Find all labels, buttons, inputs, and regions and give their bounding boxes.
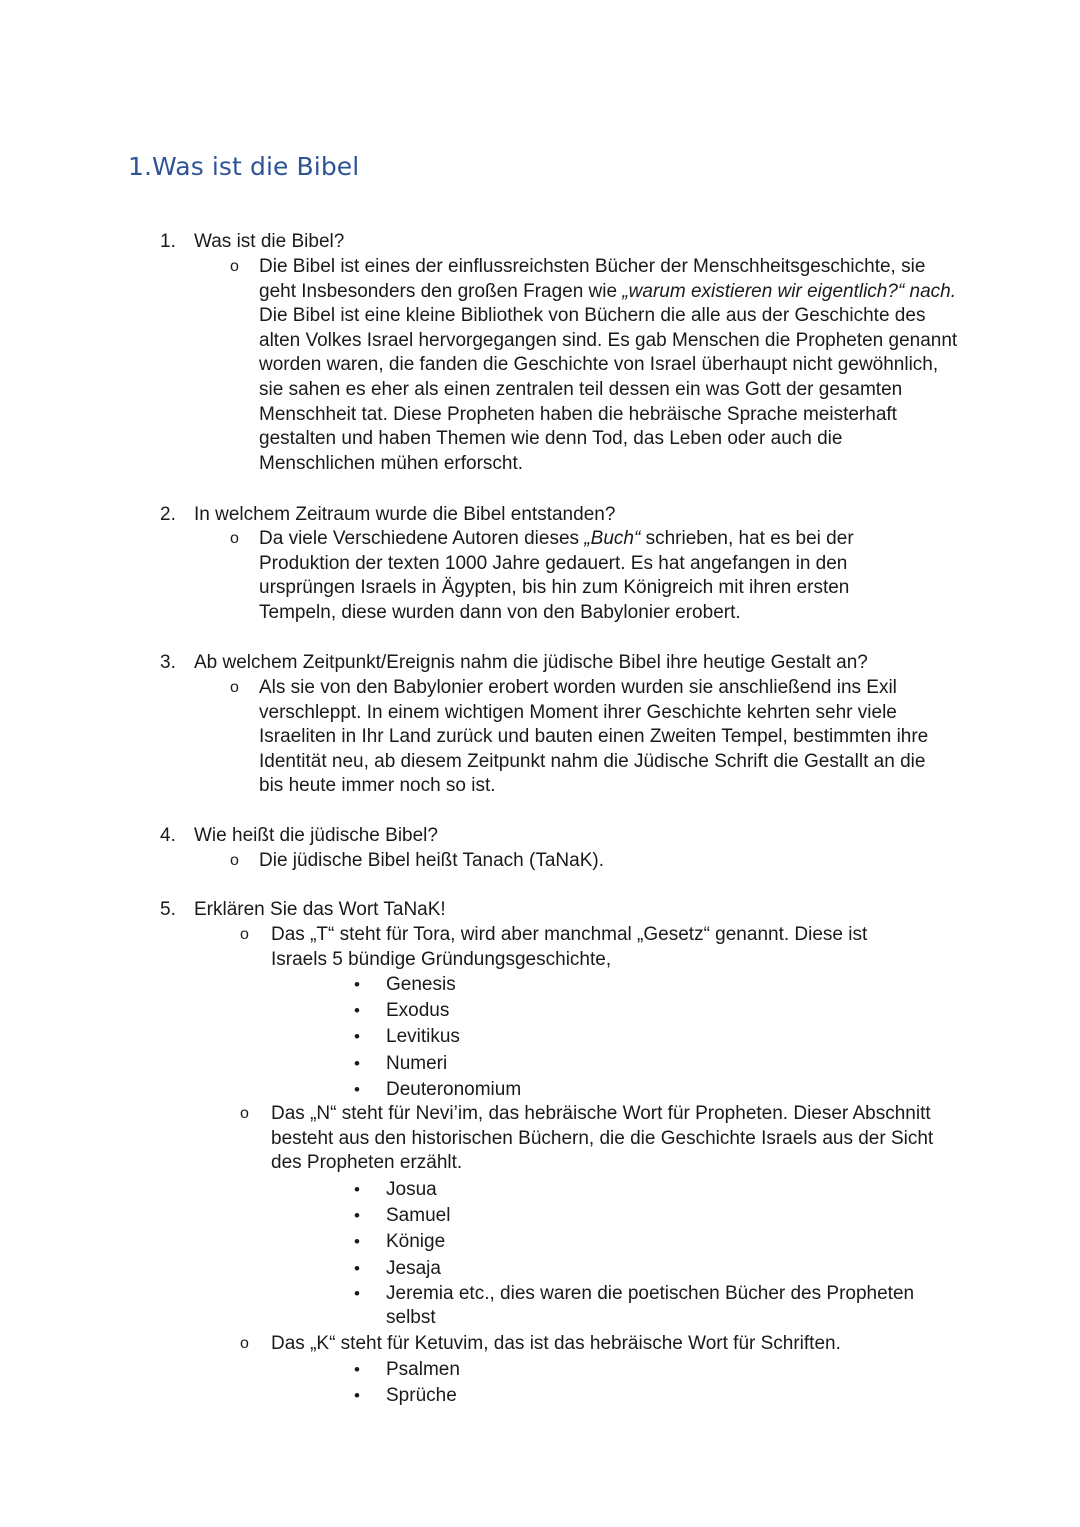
answer-text-italic: „Buch“ xyxy=(584,528,641,549)
answer-text xyxy=(259,527,899,625)
list-item-text: Josua xyxy=(386,1179,437,1200)
list-item xyxy=(350,1177,966,1203)
ketuvim-books-list xyxy=(350,1357,460,1409)
question-text: Erklären Sie das Wort TaNaK! xyxy=(194,899,446,920)
question-number: 1. xyxy=(160,231,176,252)
answer-text-part: Das „K“ steht für Ketuvim, das ist das hebräische Wort für Schriften. xyxy=(271,1333,841,1354)
list-item-text: Deuteronomium xyxy=(386,1078,522,1100)
list-item-text: Exodus xyxy=(386,1000,450,1022)
question-number: 2. xyxy=(160,504,176,525)
question-number: 5. xyxy=(160,899,176,920)
circle-bullet-icon: o xyxy=(230,852,239,869)
question-3 xyxy=(160,650,868,675)
neviim-books-list xyxy=(350,1177,966,1330)
bullet-dot-icon: • xyxy=(354,1386,360,1406)
list-item xyxy=(350,1256,966,1282)
bullet-dot-icon: • xyxy=(354,1232,360,1252)
bullet-dot-icon: • xyxy=(354,1079,360,1099)
question-text: Wie heißt die jüdische Bibel? xyxy=(194,825,438,846)
circle-bullet-icon: o xyxy=(240,1335,249,1352)
answer-text xyxy=(259,255,959,476)
list-item-text: Numeri xyxy=(386,1052,448,1074)
answer-text-part: Das „N“ steht für Nevi’im, das hebräische Wort für Propheten. Dieser Abschnitt besteht aus den historischen Büchern, die die Geschichte Israels aus der Sicht des Propheten erzählt. xyxy=(271,1103,934,1174)
question-text: In welchem Zeitraum wurde die Bibel entstanden? xyxy=(194,504,616,525)
question-number: 4. xyxy=(160,825,176,846)
answer-text xyxy=(271,1102,943,1176)
bullet-dot-icon: • xyxy=(354,1053,360,1073)
answer-text-part: Da viele Verschiedene Autoren dieses xyxy=(259,528,585,549)
bullet-dot-icon: • xyxy=(354,1027,360,1047)
circle-bullet-icon: o xyxy=(230,258,239,275)
bullet-dot-icon: • xyxy=(354,1001,360,1021)
answer-text-part: Die jüdische Bibel heißt Tanach (TaNaK). xyxy=(259,850,604,871)
circle-bullet-icon: o xyxy=(240,926,249,943)
circle-bullet-icon: o xyxy=(230,530,239,547)
page-heading: 1.Was ist die Bibel xyxy=(128,152,360,181)
question-5 xyxy=(160,897,446,922)
question-1 xyxy=(160,229,344,254)
list-item xyxy=(350,1077,521,1103)
list-item xyxy=(350,1203,966,1229)
list-item-text: Psalmen xyxy=(386,1359,460,1380)
list-item xyxy=(350,1282,966,1330)
list-item-text: Jesaja xyxy=(386,1257,441,1279)
bullet-dot-icon: • xyxy=(354,1360,360,1379)
answer-text-part: Das „T“ steht für Tora, wird aber manchmal „Gesetz“ genannt. Diese ist Israels 5 bündige Gründungsgeschichte, xyxy=(271,924,868,970)
question-text: Ab welchem Zeitpunkt/Ereignis nahm die jüdische Bibel ihre heutige Gestalt an? xyxy=(194,652,868,673)
answer-text-part: Als sie von den Babylonier erobert worden wurden sie anschließend ins Exil verschleppt. In einem wichtigen Moment ihrer Geschichte kehrten sehr viele Israeliten in Ihr Land zurück und bauten einen Zweiten Tempel, bestimmten ihre Identität neu, ab diesem Zeitpunkt nahm die Jüdische Schrift die Gestallt an die bis heute immer noch so ist. xyxy=(259,677,929,797)
list-item xyxy=(350,1051,521,1077)
question-text: Was ist die Bibel? xyxy=(194,231,345,252)
answer-text-part: Die Bibel ist eines der einflussreichsten Bücher der Menschheitsgeschichte, sie geht Insbesonders den großen Fragen wie xyxy=(259,256,926,302)
list-item-text: Genesis xyxy=(386,974,456,995)
tora-books-list xyxy=(350,972,521,1103)
list-item xyxy=(350,1357,460,1383)
list-item xyxy=(350,998,521,1024)
list-item xyxy=(350,1024,521,1050)
list-item xyxy=(350,1383,460,1409)
list-item-text: Samuel xyxy=(386,1205,451,1227)
bullet-dot-icon: • xyxy=(354,1206,360,1226)
question-number: 3. xyxy=(160,652,176,673)
answer-text xyxy=(271,923,921,972)
list-item xyxy=(350,972,521,998)
answer-text xyxy=(259,849,949,874)
answer-text-part: schrieben, hat es bei der Produktion der texten 1000 Jahre gedauert. Es hat angefangen in den ursprüngen Israels in Ägypten, bis hin zum Königreich mit ihren ersten Tempeln, diese wurden dann von den Babylonier erobert. xyxy=(259,528,854,623)
list-item-text: Könige xyxy=(386,1231,446,1253)
list-item-text: Levitikus xyxy=(386,1026,460,1048)
list-item xyxy=(350,1229,966,1255)
bullet-dot-icon: • xyxy=(354,1180,360,1199)
question-2 xyxy=(160,502,615,527)
circle-bullet-icon: o xyxy=(240,1105,249,1122)
list-item-text: Sprüche xyxy=(386,1385,457,1407)
bullet-dot-icon: • xyxy=(354,1283,360,1303)
answer-text xyxy=(259,676,949,799)
answer-text-part: Die Bibel ist eine kleine Bibliothek von Büchern die alle aus der Geschichte des alten Volkes Israel hervorgegangen sind. Es gab Menschen die Propheten genannt worden waren, die fanden die Geschichte von Israel überhaupt nicht gewöhnlich, sie sahen es eher als einen zentralen teil dessen ein was Gott der gesamten Menschheit tat. Diese Propheten haben die hebräische Sprache meisterhaft gestalten und haben Themen wie denn Tod, das Leben oder auch die Menschlichen mühen erforscht. xyxy=(259,305,958,474)
circle-bullet-icon: o xyxy=(230,679,239,696)
question-4 xyxy=(160,823,438,848)
answer-text xyxy=(271,1332,943,1357)
bullet-dot-icon: • xyxy=(354,1258,360,1278)
list-item-text: Jeremia etc., dies waren die poetischen Bücher des Propheten selbst xyxy=(386,1282,915,1328)
answer-text-italic: „warum existieren wir eigentlich?“ nach. xyxy=(622,280,957,302)
bullet-dot-icon: • xyxy=(354,975,360,994)
